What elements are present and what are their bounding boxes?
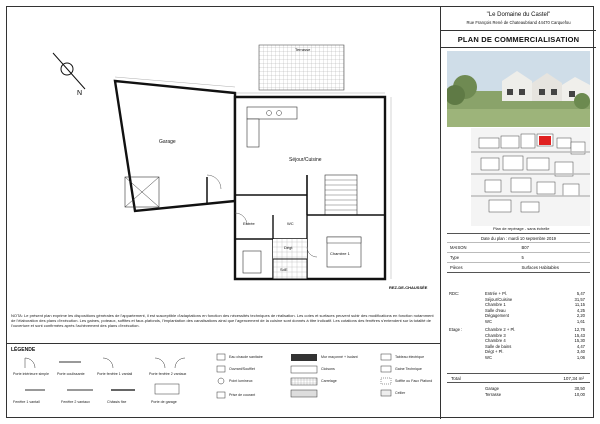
legend-item: Tableau électrique [395,355,425,359]
plan-info-table [447,233,590,273]
bedroom-label: Chambre 1 [330,251,350,256]
degt-label: Dégt [284,245,293,250]
key-plan-map [471,128,590,226]
entry-label: Entrée [243,221,255,226]
kitchen-counter [247,107,297,119]
room-area: 15,43 [574,332,585,338]
room-area: 31,57 [574,296,585,302]
legend [7,343,440,419]
legend-item: Porte de garage [151,400,177,404]
room-name: Garage [485,386,499,391]
pieces-header: Pièces [450,265,463,270]
legend-item: Soffite ou Faux Plafond [395,379,433,383]
garage-label: Garage [159,139,176,145]
terrace-label: Terrasse [295,47,311,52]
room-name: Chambre 3 [485,332,506,338]
room-name: Chambre 4 [485,338,506,344]
room-name: WC [485,354,492,360]
room-name: Séjour/Cuisine [485,296,513,302]
legend-item: Porte coulissante [57,372,85,376]
room-area: 3,40 [576,349,585,355]
bathroom [273,259,307,279]
staircase [325,175,357,215]
north-arrow-icon [53,53,85,97]
room-row [485,355,585,361]
maison-value: B07 [521,245,529,250]
etage-label: Etage : [449,327,463,332]
room-name: WC [485,318,492,324]
legend-item: Ouvrant/Soufflet [229,367,255,371]
legend-item: Cloisons [321,367,335,371]
room-name: Salle d'eau [485,307,506,313]
annexes-list [485,386,585,397]
rdc-label: RDC: [449,291,460,296]
total-label: Total [451,376,461,381]
lot-highlight [539,136,551,145]
legend-title: LÉGENDE [11,347,36,353]
project-address: Rue François René de Chateaubriand 44470 Carquefou [466,20,571,25]
legend-symbols [7,344,440,420]
legend-item: Carrelage [321,379,337,383]
bathroom-label: SdE [280,267,288,272]
disclaimer-note: NOTA: Le présent plan exprime les dispositions générales de l'appartement, il est susceptible d'adaptations en fonction des nécessités techniques de réalisation. Les cotes et surfaces peuvent subir des modifications en fonction notamment de l'élaboration des plans d'exécution. Les gaines, poteaux, soffites et faux-plafonds, l'implantation des canalisations ainsi que l'agencement de la cuisine sont donnés à titre indicatif. Les cotations des fenêtres s'entendent sur la totalité de l'ouverture et sont confirmées après l'achèvement des plans d'exécution. [11,313,434,328]
room-name: Entrée + Pl. [485,291,507,296]
room-row [485,392,585,398]
north-label: N [77,90,83,97]
plan-sheet [6,6,594,418]
room-area: 5,47 [576,291,585,296]
room-area: 12,76 [574,327,585,332]
room-row [485,319,585,325]
room-name: Chambre 2 + Pl. [485,327,516,332]
room-name: Chambre 1 [485,302,506,308]
room-area: 15,30 [574,338,585,344]
keyplan-caption: Plan de repérage - sans échelle [493,226,550,231]
legend-item: Point lumineux [229,379,253,383]
surfaces-header: Surfaces Habitables [521,265,559,270]
room-name: Terrasse [485,391,502,397]
room-area: 1,06 [576,354,585,360]
maison-label: MAISON [450,245,467,250]
legend-item: Porte fenêtre 2 vantaux [149,372,187,376]
total-value: 107,34 m² [563,376,584,381]
legend-item: Fenêtre 2 vantaux [61,400,90,404]
living-label: Séjour/Cuisine [289,157,322,163]
room-area: 4,47 [576,343,585,349]
room-area: 2,20 [576,313,585,319]
legend-item: Mur maçonné + Isolant [321,355,358,359]
building-render-image [447,51,590,127]
room-area: 4,25 [576,307,585,313]
garage [115,81,235,211]
legend-item: Porte intérieure simple [13,372,49,376]
level-label: REZ-DE-CHAUSSÉE [389,285,428,290]
room-area: 30,50 [574,386,585,391]
room-name: Dégt + Pl. [485,349,504,355]
floor-plan [7,7,440,311]
legend-item: Gaine Technique [395,367,422,371]
room-name: Salle de bains [485,343,512,349]
type-value: 5 [521,255,524,260]
floor-plan-drawing [7,7,440,311]
legend-item: Cellier [395,391,406,395]
legend-item: Prise de courant [229,393,256,397]
plan-title: PLAN DE COMMERCIALISATION [441,31,596,48]
room-area: 10,00 [574,391,585,397]
project-name: "Le Domaine du Castel" [486,12,551,18]
legend-item: Châssis fixe [107,400,127,404]
legend-item: Porte fenêtre 1 vantail [97,372,133,376]
total-row [447,373,590,383]
legend-item: Eau chaude sanitaire [229,355,263,359]
wc-label: WC [287,221,294,226]
room-name: Dégagement [485,313,509,319]
type-label: Type [450,255,460,260]
info-panel [440,7,595,419]
project-header [441,7,596,31]
room-area: 11,15 [574,302,585,308]
legend-item: Fenêtre 1 vantail [13,400,40,404]
plan-date: Date du plan : mardi 10 septembre 2019 [481,235,556,241]
room-area: 1,61 [576,318,585,324]
